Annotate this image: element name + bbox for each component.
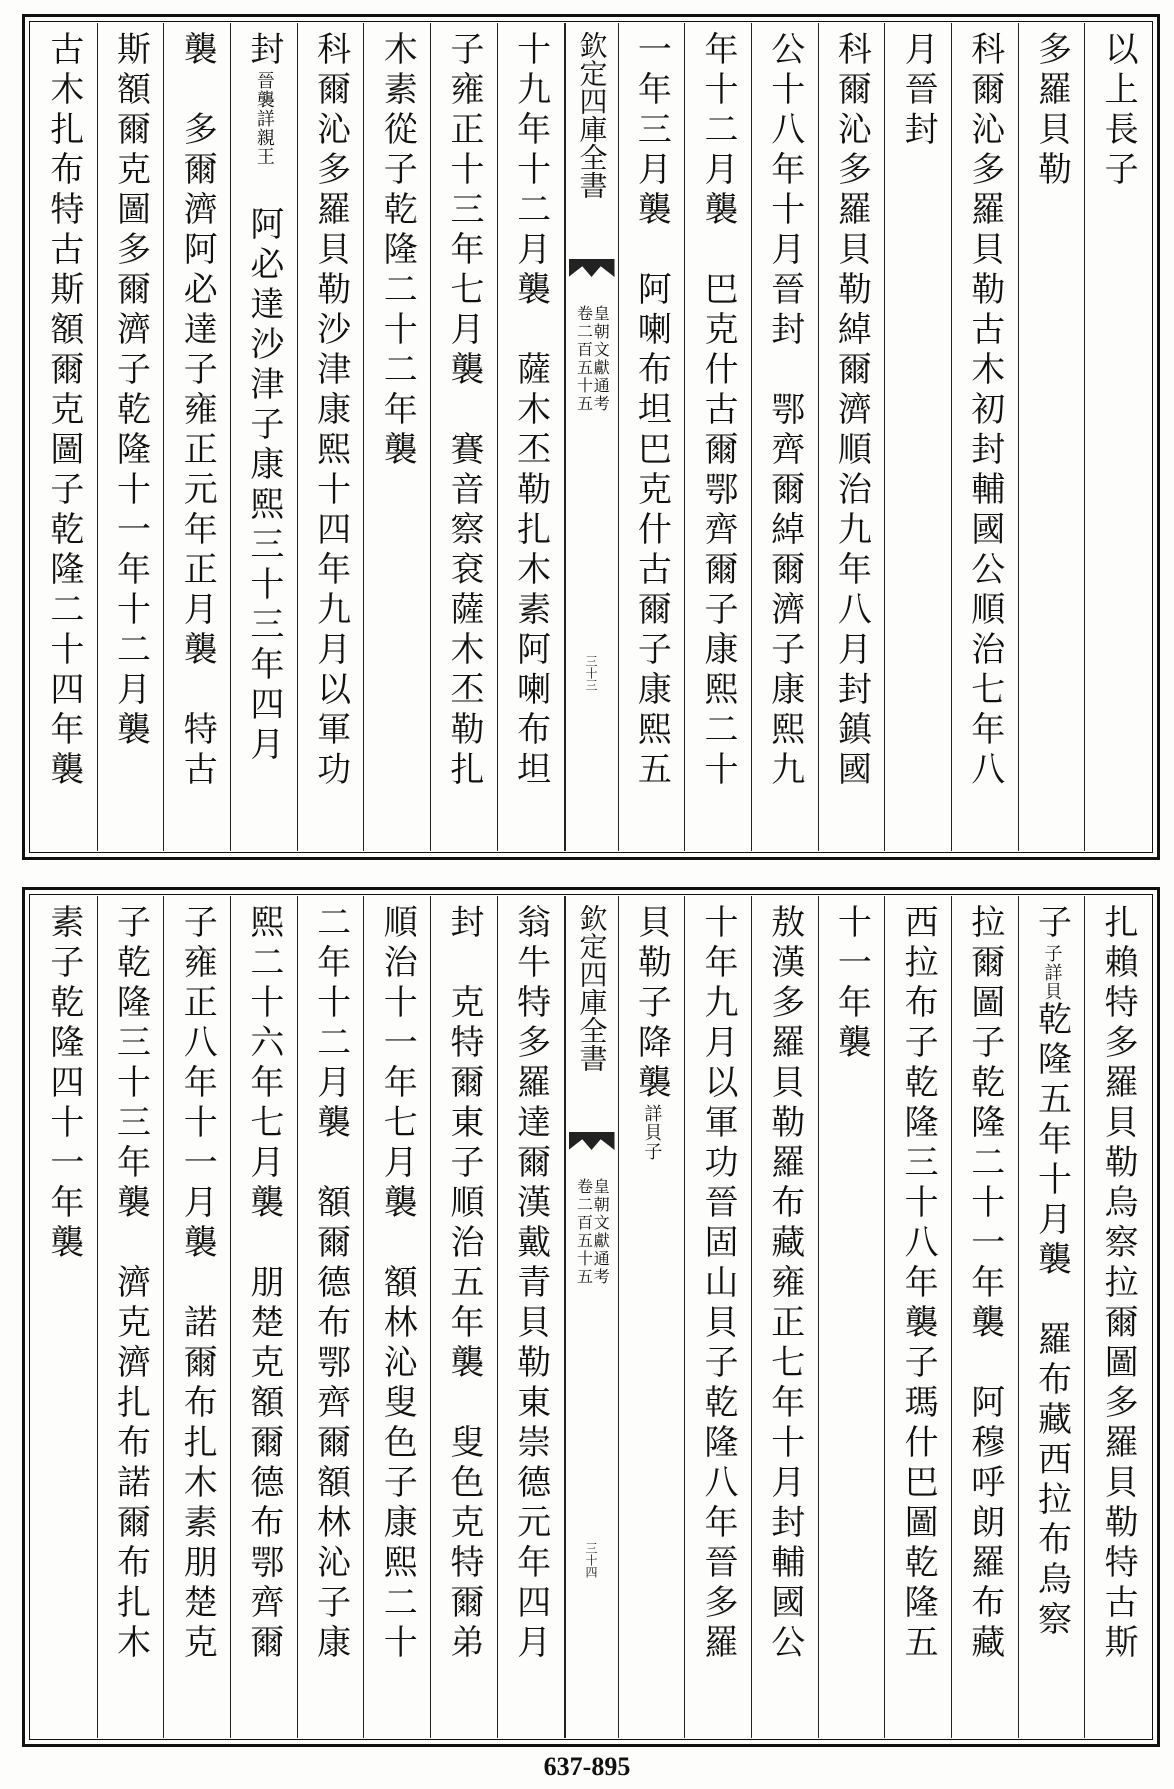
text-column: [164, 23, 231, 851]
text-column: [364, 896, 431, 1738]
page-number: 637-895: [543, 1752, 631, 1781]
column-main-text: 扎賴特多羅貝勒烏察拉爾圖多羅貝勒特古斯: [1098, 904, 1139, 1664]
text-column: [298, 896, 365, 1738]
text-column: [231, 896, 298, 1738]
text-column: [1019, 896, 1086, 1738]
annotation-note: 晉襲詳親王: [253, 71, 275, 166]
text-column: [685, 896, 752, 1738]
column-text: [377, 904, 418, 1738]
text-column: [31, 896, 98, 1738]
source-volume: 皇朝文獻通考 卷二百五十五: [574, 1178, 611, 1286]
column-text: [110, 904, 151, 1738]
column-main-text: 斯額爾克圖多爾濟子乾隆十一年十二月襲: [110, 31, 151, 751]
column-main-text: 十九年十二月襲 薩木丕勒扎木素阿喇布坦: [510, 31, 551, 791]
top-page-panel: [22, 14, 1160, 860]
text-column: [98, 896, 165, 1738]
column-main-text: 子雍正十三年七月襲 賽音察袞薩木丕勒扎: [443, 31, 484, 791]
text-column: [752, 896, 819, 1738]
fish-tail-mark-icon: [569, 259, 615, 277]
column-main-text: 二年十二月襲 額爾德布鄂齊爾額林沁子康: [310, 904, 351, 1664]
column-main-text: 科爾沁多羅貝勒綽爾濟順治九年八月封鎮國: [831, 31, 872, 791]
column-main-text: 素子乾隆四十一年襲: [43, 904, 84, 1264]
column-main-text: 公十八年十月晉封 鄂齊爾綽爾濟子康熙九: [764, 31, 805, 791]
text-column: [1019, 23, 1086, 851]
column-main-text: 順治十一年七月襲 額林沁叟色子康熙二十: [377, 904, 418, 1664]
column-rest-text: 阿必達沙津子康熙三十三年四月: [243, 166, 284, 766]
text-column: [364, 23, 431, 851]
bottom-page-panel: [22, 887, 1160, 1747]
fish-tail-mark-icon: [569, 1132, 615, 1150]
column-text: [698, 31, 739, 851]
column-main-text: 襲 多爾濟阿必達子雍正元年正月襲 特古: [177, 31, 218, 791]
leaf-number: 三十三: [584, 655, 598, 691]
bottom-page-columns: [31, 896, 1151, 1738]
column-main-text: 年十二月襲 巴克什古爾鄂齊爾子康熙二十: [698, 31, 739, 791]
column-text: [110, 31, 151, 851]
column-main-text: 封 克特爾東子順治五年襲 叟色克特爾弟: [443, 904, 484, 1664]
column-main-text: 西拉布子乾隆三十八年襲子瑪什巴圖乾隆五: [898, 904, 939, 1664]
text-column: [498, 23, 565, 851]
column-text: [243, 31, 284, 851]
column-text: [698, 904, 739, 1738]
column-text: [310, 904, 351, 1738]
text-column: [952, 896, 1019, 1738]
column-main-text: 子: [1031, 904, 1072, 944]
text-column: [231, 23, 298, 851]
text-column: [819, 896, 886, 1738]
text-column: [952, 23, 1019, 851]
text-column: [819, 23, 886, 851]
column-main-text: 子乾隆三十三年襲 濟克濟扎布諾爾布扎木: [110, 904, 151, 1664]
text-column: [685, 23, 752, 851]
column-text: [1098, 904, 1139, 1738]
column-text: [43, 31, 84, 851]
text-column: [885, 896, 952, 1738]
column-text: [510, 31, 551, 851]
center-margin-column: [565, 896, 619, 1738]
column-text: [964, 31, 1005, 851]
text-column: [619, 896, 686, 1738]
text-column: [752, 23, 819, 851]
column-text: [43, 904, 84, 1738]
text-column: [431, 896, 498, 1738]
column-main-text: 子雍正八年十一月襲 諾爾布扎木素朋楚克: [177, 904, 218, 1664]
column-text: [443, 904, 484, 1738]
column-text: [243, 904, 284, 1738]
column-text: [177, 31, 218, 851]
text-column: [298, 23, 365, 851]
column-text: [764, 31, 805, 851]
column-text: [898, 904, 939, 1738]
column-main-text: 翁牛特多羅達爾漢戴青貝勒東崇德元年四月: [510, 904, 551, 1664]
column-main-text: 拉爾圖子乾隆二十一年襲 阿穆呼朗羅布藏: [964, 904, 1005, 1664]
column-main-text: 古木扎布特古斯額爾克圖子乾隆二十四年襲: [43, 31, 84, 791]
column-text: [631, 31, 672, 851]
column-text: [631, 904, 672, 1738]
column-main-text: 木素從子乾隆二十二年襲: [377, 31, 418, 471]
text-column: [498, 896, 565, 1738]
column-text: [764, 904, 805, 1738]
column-text: [964, 904, 1005, 1738]
top-page-columns: [31, 23, 1151, 851]
column-main-text: 月晉封: [898, 31, 939, 151]
column-text: [831, 31, 872, 851]
text-column: [31, 23, 98, 851]
source-volume: 皇朝文獻通考 卷二百五十五: [574, 305, 611, 413]
column-main-text: 多羅貝勒: [1031, 31, 1072, 191]
annotation-note: 子詳貝: [1041, 944, 1063, 1001]
center-margin-column: [565, 23, 619, 851]
book-title: 欽定四庫全書: [575, 31, 609, 199]
column-main-text: 封: [243, 31, 284, 71]
text-column: [619, 23, 686, 851]
column-main-text: 以上長子: [1098, 31, 1139, 191]
column-main-text: 一年三月襲 阿喇布坦巴克什古爾子康熙五: [631, 31, 672, 791]
column-main-text: 熙二十六年七月襲 朋楚克額爾德布鄂齊爾: [243, 904, 284, 1664]
text-column: [1085, 23, 1151, 851]
column-main-text: 十年九月以軍功晉固山貝子乾隆八年晉多羅: [698, 904, 739, 1664]
column-text: [1031, 904, 1072, 1738]
column-text: [1031, 31, 1072, 851]
column-text: [177, 904, 218, 1738]
column-rest-text: 乾隆五年十月襲 羅布藏西拉布烏察: [1031, 1001, 1072, 1641]
text-column: [885, 23, 952, 851]
text-column: [164, 896, 231, 1738]
leaf-number: 三十四: [584, 1542, 598, 1578]
column-text: [1098, 31, 1139, 851]
column-text: [831, 904, 872, 1738]
text-column: [431, 23, 498, 851]
text-column: [98, 23, 165, 851]
book-title: 欽定四庫全書: [575, 904, 609, 1072]
column-text: [377, 31, 418, 851]
annotation-note: 詳貝子: [641, 1104, 663, 1161]
column-text: [310, 31, 351, 851]
column-text: [898, 31, 939, 851]
column-text: [510, 904, 551, 1738]
column-main-text: 貝勒子降襲: [631, 904, 672, 1104]
column-main-text: 敖漢多羅貝勒羅布藏雍正七年十月封輔國公: [764, 904, 805, 1664]
text-column: [1085, 896, 1151, 1738]
column-main-text: 十一年襲: [831, 904, 872, 1064]
column-main-text: 科爾沁多羅貝勒古木初封輔國公順治七年八: [964, 31, 1005, 791]
column-text: [443, 31, 484, 851]
column-main-text: 科爾沁多羅貝勒沙津康熙十四年九月以軍功: [310, 31, 351, 791]
